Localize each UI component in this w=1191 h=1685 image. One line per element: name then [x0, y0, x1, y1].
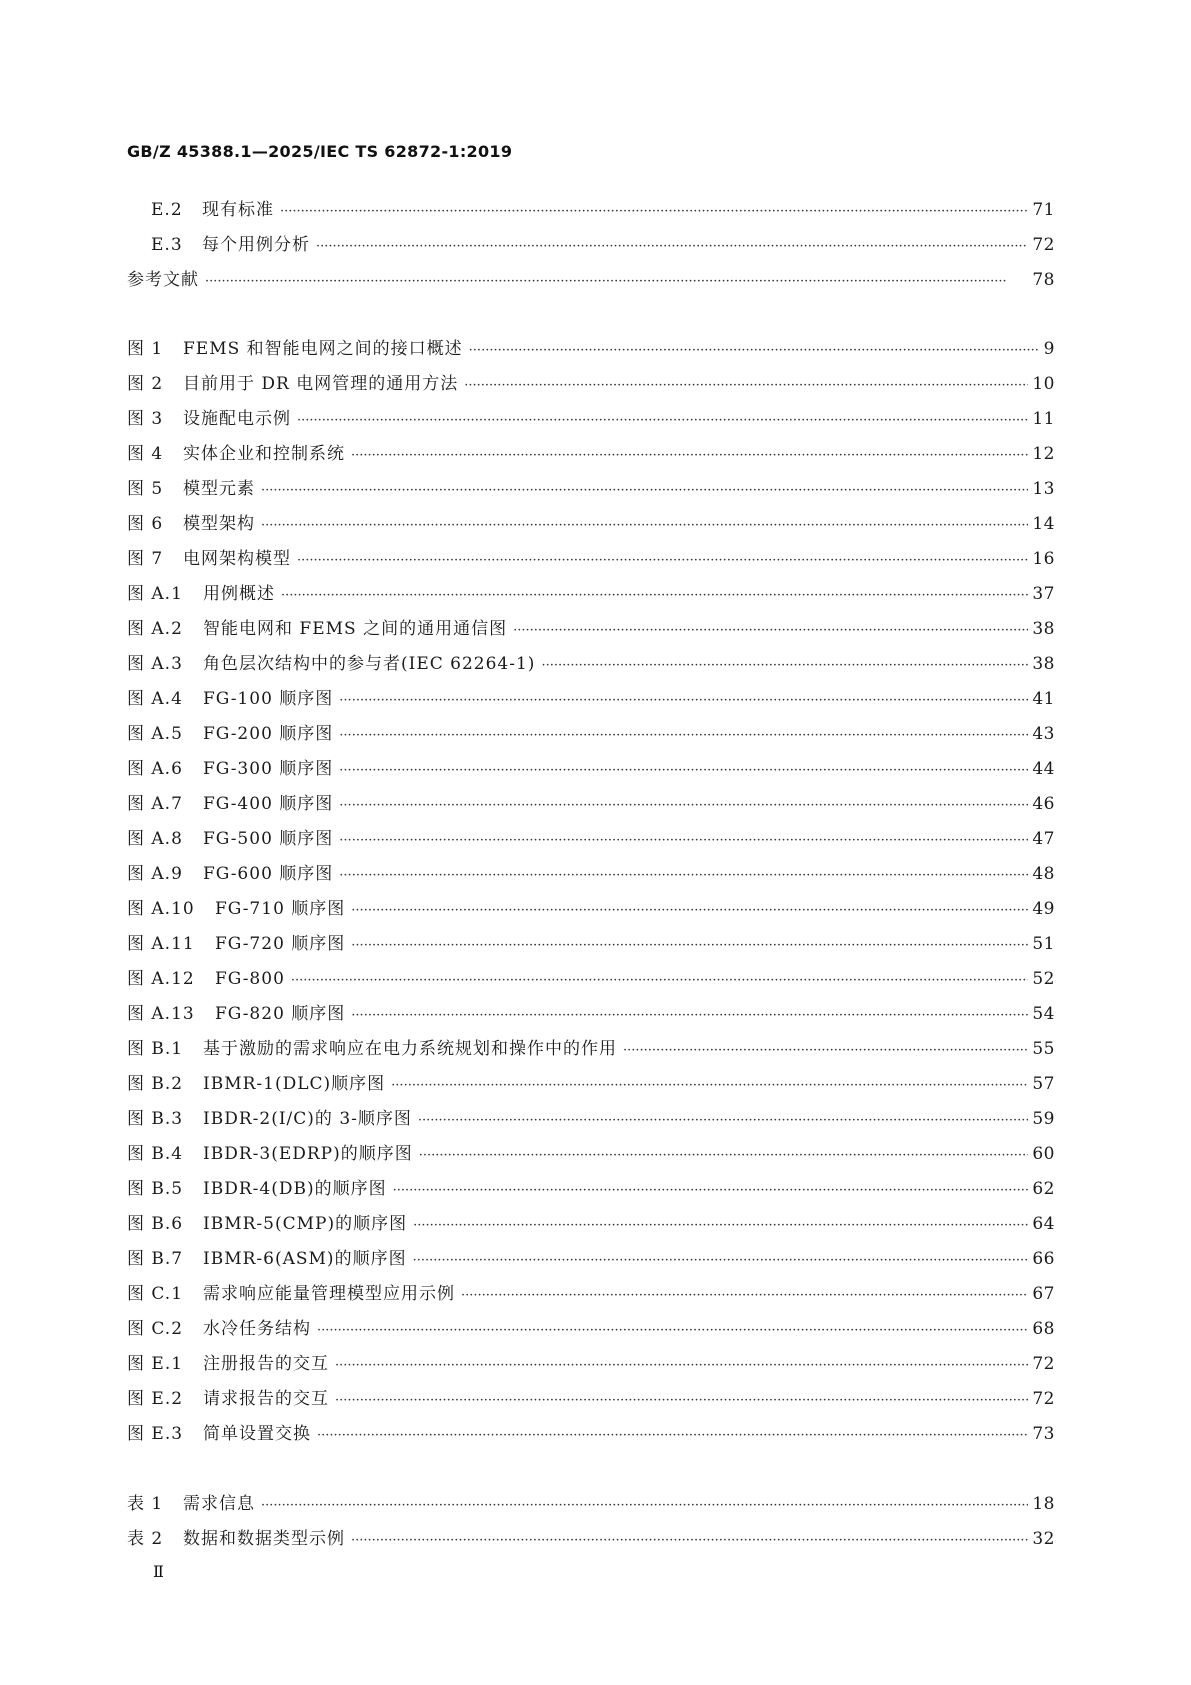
- toc-entry[interactable]: [127, 367, 1055, 402]
- toc-entry-page: 60: [1032, 1144, 1055, 1164]
- toc-entry-page: 67: [1032, 1284, 1055, 1304]
- toc-entry-page: 14: [1032, 514, 1055, 534]
- toc-entry-page: 41: [1032, 689, 1055, 709]
- toc-entry-label: 图 A.3: [127, 654, 183, 674]
- appendix-toc: [127, 193, 1055, 298]
- toc-entry-title: FG-800: [215, 969, 285, 989]
- toc-entry-label: E.2: [151, 200, 183, 220]
- toc-entry-title: 用例概述: [203, 584, 275, 604]
- toc-entry-label: 图 A.9: [127, 864, 183, 884]
- toc-entry-page: 16: [1032, 549, 1055, 569]
- leader-dots: [351, 1523, 1028, 1558]
- leader-dots: [413, 1243, 1029, 1278]
- leader-dots: [339, 823, 1028, 858]
- leader-dots: [339, 753, 1028, 788]
- toc-entry-title: FG-100 顺序图: [203, 689, 334, 709]
- toc-entry-title: IBMR-1(DLC)顺序图: [203, 1074, 386, 1094]
- toc-entry-title: FG-400 顺序图: [203, 794, 334, 814]
- toc-entry-title: 简单设置交换: [203, 1424, 311, 1444]
- toc-entry-label: 图 5: [127, 479, 164, 499]
- toc-entry[interactable]: [127, 1137, 1055, 1172]
- toc-entry-title: 每个用例分析: [202, 235, 310, 255]
- toc-entry[interactable]: [127, 1207, 1055, 1242]
- toc-entry[interactable]: [127, 612, 1055, 647]
- toc-entry-label: 图 A.11: [127, 934, 195, 954]
- toc-entry-label: 图 3: [127, 409, 164, 429]
- toc-entry-label: 表 1: [127, 1494, 164, 1514]
- leader-dots: [391, 1068, 1028, 1103]
- toc-entry-title: FG-300 顺序图: [203, 759, 334, 779]
- leader-dots: [351, 893, 1028, 928]
- leader-dots: [297, 543, 1028, 578]
- toc-entry[interactable]: [127, 1382, 1055, 1417]
- toc-entry[interactable]: [127, 228, 1055, 263]
- toc-entry-title: 数据和数据类型示例: [183, 1529, 345, 1549]
- toc-entry-page: 57: [1032, 1074, 1055, 1094]
- toc-entry-title: 设施配电示例: [183, 409, 291, 429]
- toc-entry-label: 图 B.2: [127, 1074, 184, 1094]
- toc-entry[interactable]: [127, 1067, 1055, 1102]
- toc-entry-title: 电网架构模型: [183, 549, 291, 569]
- leader-dots: [317, 1418, 1028, 1453]
- toc-entry-label: 图 B.3: [127, 1109, 184, 1129]
- toc-entry-page: 9: [1043, 339, 1055, 359]
- toc-entry[interactable]: [127, 402, 1055, 437]
- leader-dots: [339, 683, 1028, 718]
- toc-entry-title: 模型架构: [183, 514, 255, 534]
- toc-entry-label: 图 1: [127, 339, 164, 359]
- toc-entry[interactable]: [127, 193, 1055, 228]
- toc-entry-label: 图 C.1: [127, 1284, 184, 1304]
- toc-entry-title: 现有标准: [202, 200, 274, 220]
- toc-entry-page: 78: [1032, 270, 1055, 290]
- toc-entry[interactable]: [127, 647, 1055, 682]
- leader-dots: [419, 1138, 1029, 1173]
- toc-entry-label: 图 6: [127, 514, 164, 534]
- toc-entry[interactable]: [127, 542, 1055, 577]
- toc-entry-title: 基于激励的需求响应在电力系统规划和操作中的作用: [203, 1039, 617, 1059]
- toc-entry-title: 参考文献: [127, 270, 199, 290]
- toc-entry-page: 62: [1032, 1179, 1055, 1199]
- toc-entry-title: 注册报告的交互: [203, 1354, 329, 1374]
- toc-entry[interactable]: [127, 927, 1055, 962]
- toc-entry-page: 71: [1032, 200, 1055, 220]
- toc-entry-page: 18: [1032, 1494, 1055, 1514]
- leader-dots: [339, 788, 1028, 823]
- toc-entry-page: 68: [1032, 1319, 1055, 1339]
- toc-entry-title: 角色层次结构中的参与者(IEC 62264-1): [203, 654, 536, 674]
- toc-entry-page: 54: [1032, 1004, 1055, 1024]
- toc-entry-label: 图 A.8: [127, 829, 183, 849]
- toc-entry-label: 图 E.1: [127, 1354, 184, 1374]
- toc-entry[interactable]: [127, 1522, 1055, 1557]
- toc-entry-title: 模型元素: [183, 479, 255, 499]
- table-list: [127, 1487, 1055, 1557]
- toc-entry[interactable]: [127, 752, 1055, 787]
- leader-dots: [261, 1488, 1028, 1523]
- toc-entry[interactable]: [127, 507, 1055, 542]
- toc-entry-title: IBDR-3(EDRP)的顺序图: [203, 1144, 413, 1164]
- toc-entry-label: 图 B.1: [127, 1039, 184, 1059]
- leader-dots: [461, 1278, 1028, 1313]
- toc-entry[interactable]: [127, 997, 1055, 1032]
- toc-entry-page: 10: [1032, 374, 1055, 394]
- toc-entry-title: FG-720 顺序图: [215, 934, 346, 954]
- toc-entry-page: 38: [1032, 619, 1055, 639]
- page-number: Ⅱ: [153, 1562, 164, 1581]
- leader-dots: [623, 1033, 1028, 1068]
- toc-entry[interactable]: [127, 332, 1055, 367]
- toc-entry[interactable]: [127, 1032, 1055, 1067]
- toc-entry-label: 图 E.2: [127, 1389, 184, 1409]
- leader-dots: [418, 1103, 1028, 1138]
- toc-entry-page: 47: [1032, 829, 1055, 849]
- toc-entry-page: 12: [1032, 444, 1055, 464]
- leader-dots: [297, 403, 1028, 438]
- toc-entry[interactable]: [127, 1277, 1055, 1312]
- leader-dots: [351, 998, 1028, 1033]
- toc-entry-title: 需求信息: [183, 1494, 255, 1514]
- toc-entry-page: 73: [1032, 1424, 1055, 1444]
- leader-dots: [393, 1173, 1029, 1208]
- toc-entry-title: FG-820 顺序图: [215, 1004, 346, 1024]
- toc-entry-label: 图 B.4: [127, 1144, 184, 1164]
- toc-entry[interactable]: [127, 717, 1055, 752]
- toc-entry-bibliography[interactable]: [127, 263, 1055, 298]
- leader-dots: [464, 368, 1028, 403]
- leader-dots: [351, 438, 1028, 473]
- toc-entry-title: 水冷任务结构: [203, 1319, 311, 1339]
- toc-entry[interactable]: [127, 577, 1055, 612]
- leader-dots: [335, 1348, 1028, 1383]
- figure-list: [127, 332, 1055, 1452]
- toc-entry-page: 37: [1032, 584, 1055, 604]
- toc-entry-label: 图 A.6: [127, 759, 183, 779]
- toc-entry-page: 52: [1032, 969, 1055, 989]
- toc-entry-title: FG-710 顺序图: [215, 899, 346, 919]
- toc-entry-label: 图 2: [127, 374, 164, 394]
- toc-entry-label: 图 A.12: [127, 969, 195, 989]
- toc-entry[interactable]: [127, 1242, 1055, 1277]
- toc-entry-title: 目前用于 DR 电网管理的通用方法: [183, 374, 459, 394]
- toc-entry-title: FG-500 顺序图: [203, 829, 334, 849]
- toc-entry-label: 图 A.5: [127, 724, 183, 744]
- toc-entry-label: 图 7: [127, 549, 164, 569]
- document-code-header: GB/Z 45388.1—2025/IEC TS 62872-1:2019: [127, 142, 513, 161]
- toc-entry-label: E.3: [151, 235, 183, 255]
- toc-entry-label: 表 2: [127, 1529, 164, 1549]
- toc-entry[interactable]: [127, 472, 1055, 507]
- toc-entry[interactable]: [127, 682, 1055, 717]
- toc-entry-page: 72: [1032, 235, 1055, 255]
- toc-entry-title: IBDR-4(DB)的顺序图: [203, 1179, 387, 1199]
- toc-entry-label: 图 A.13: [127, 1004, 195, 1024]
- toc-entry-page: 66: [1032, 1249, 1055, 1269]
- toc-entry-label: 图 A.2: [127, 619, 183, 639]
- toc-entry[interactable]: [127, 1347, 1055, 1382]
- toc-entry-page: 72: [1032, 1354, 1055, 1374]
- toc-entry-label: 图 A.4: [127, 689, 183, 709]
- toc-entry-title: FEMS 和智能电网之间的接口概述: [183, 339, 463, 359]
- toc-entry-title: FG-200 顺序图: [203, 724, 334, 744]
- leader-dots: [261, 508, 1028, 543]
- toc-entry-page: 44: [1032, 759, 1055, 779]
- toc-entry[interactable]: [127, 787, 1055, 822]
- toc-entry-title: 需求响应能量管理模型应用示例: [203, 1284, 455, 1304]
- toc-entry-page: 32: [1032, 1529, 1055, 1549]
- leader-dots: [469, 333, 1040, 368]
- toc-entry-label: 图 A.10: [127, 899, 195, 919]
- leader-dots: [541, 648, 1028, 683]
- toc-entry[interactable]: [127, 962, 1055, 997]
- toc-entry-label: 图 4: [127, 444, 164, 464]
- toc-entry-page: 55: [1032, 1039, 1055, 1059]
- leader-dots: [317, 1313, 1028, 1348]
- toc-entry[interactable]: [127, 1487, 1055, 1522]
- leader-dots: [339, 858, 1028, 893]
- toc-entry-page: 49: [1032, 899, 1055, 919]
- leader-dots: [205, 264, 1028, 299]
- leader-dots: [335, 1383, 1028, 1418]
- toc-entry[interactable]: [127, 822, 1055, 857]
- leader-dots: [281, 578, 1028, 613]
- toc-entry-page: 13: [1032, 479, 1055, 499]
- toc-entry[interactable]: [127, 892, 1055, 927]
- toc-entry[interactable]: [127, 1312, 1055, 1347]
- toc-entry-label: 图 C.2: [127, 1319, 184, 1339]
- toc-entry-title: IBDR-2(I/C)的 3-顺序图: [203, 1109, 412, 1129]
- leader-dots: [316, 229, 1028, 264]
- toc-entry-label: 图 A.1: [127, 584, 183, 604]
- leader-dots: [280, 194, 1028, 229]
- toc-entry-title: FG-600 顺序图: [203, 864, 334, 884]
- toc-entry-title: IBMR-6(ASM)的顺序图: [203, 1249, 407, 1269]
- toc-entry[interactable]: [127, 857, 1055, 892]
- toc-entry-page: 11: [1032, 409, 1055, 429]
- toc-entry-page: 72: [1032, 1389, 1055, 1409]
- toc-entry-title: 实体企业和控制系统: [183, 444, 345, 464]
- leader-dots: [291, 963, 1028, 998]
- toc-entry-label: 图 A.7: [127, 794, 183, 814]
- toc-entry-label: 图 B.5: [127, 1179, 184, 1199]
- toc-entry-title: 请求报告的交互: [203, 1389, 329, 1409]
- leader-dots: [513, 613, 1028, 648]
- leader-dots: [351, 928, 1028, 963]
- toc-entry[interactable]: [127, 437, 1055, 472]
- toc-entry[interactable]: [127, 1102, 1055, 1137]
- toc-entry-label: 图 B.6: [127, 1214, 184, 1234]
- toc-entry-title: 智能电网和 FEMS 之间的通用通信图: [203, 619, 508, 639]
- toc-entry-page: 48: [1032, 864, 1055, 884]
- leader-dots: [413, 1208, 1028, 1243]
- toc-entry-label: 图 B.7: [127, 1249, 184, 1269]
- toc-entry[interactable]: [127, 1417, 1055, 1452]
- toc-entry-title: IBMR-5(CMP)的顺序图: [203, 1214, 408, 1234]
- toc-entry-page: 59: [1032, 1109, 1055, 1129]
- toc-entry-page: 46: [1032, 794, 1055, 814]
- toc-entry-page: 51: [1032, 934, 1055, 954]
- toc-entry[interactable]: [127, 1172, 1055, 1207]
- toc-entry-page: 38: [1032, 654, 1055, 674]
- toc-entry-page: 43: [1032, 724, 1055, 744]
- leader-dots: [261, 473, 1028, 508]
- toc-entry-label: 图 E.3: [127, 1424, 184, 1444]
- leader-dots: [339, 718, 1028, 753]
- toc-entry-page: 64: [1032, 1214, 1055, 1234]
